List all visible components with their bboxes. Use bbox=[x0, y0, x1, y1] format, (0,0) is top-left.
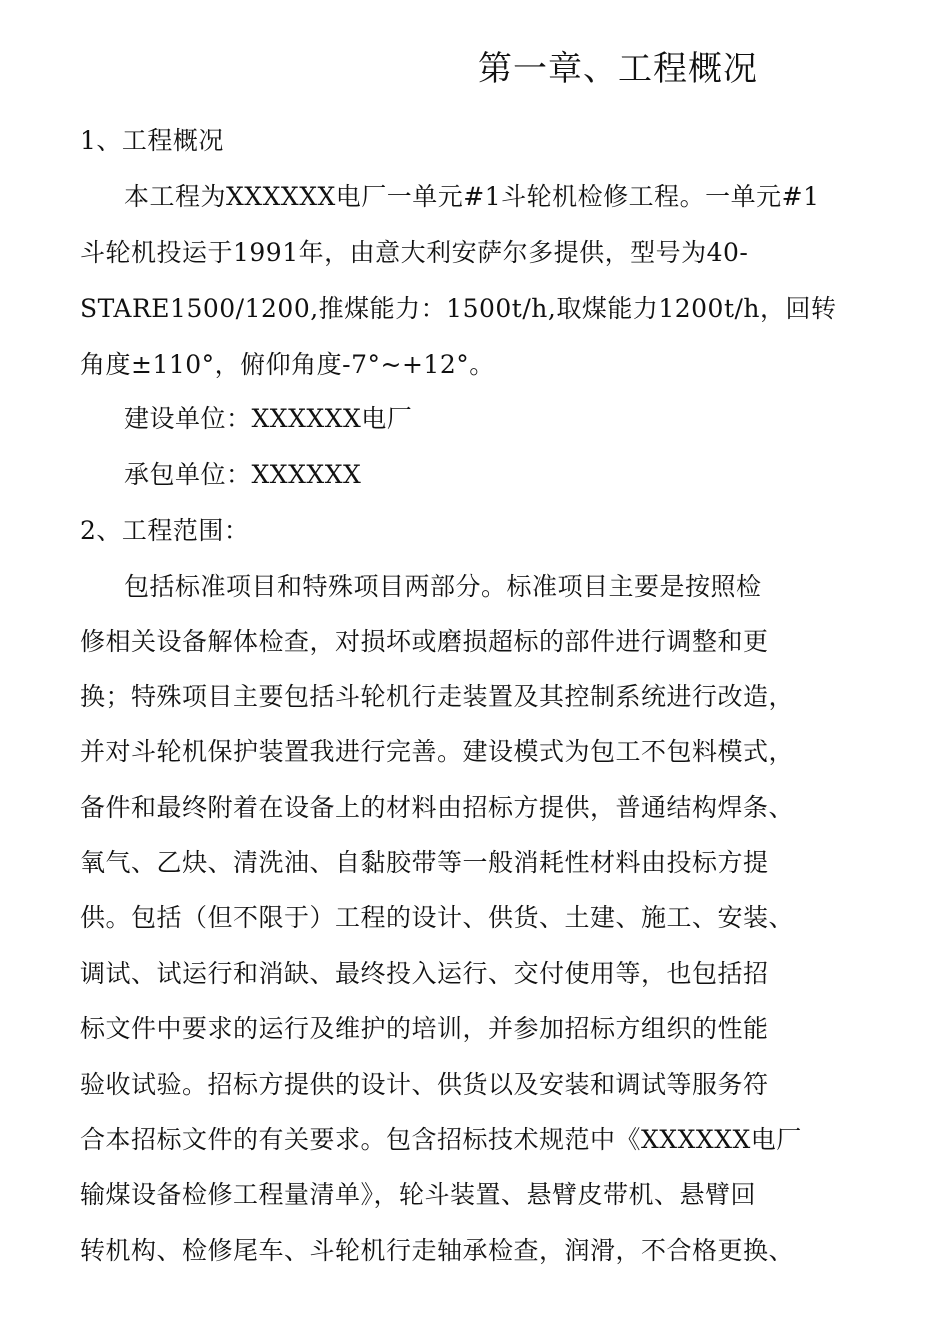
scope-line: 输煤设备检修工程量清单》，轮斗装置、悬臂皮带机、悬臂回 bbox=[80, 1180, 757, 1209]
section-heading-scope: 2、工程范围： bbox=[80, 516, 250, 545]
scope-line: 转机构、检修尾车、斗轮机行走轴承检查，润滑，不合格更换、 bbox=[80, 1236, 795, 1265]
scope-line: 调试、试运行和消缺、最终投入运行、交付使用等，也包括招 bbox=[80, 959, 769, 988]
scope-line: 包括标准项目和特殊项目两部分。标准项目主要是按照检 bbox=[124, 572, 762, 601]
scope-line: 并对斗轮机保护装置我进行完善。建设模式为包工不包料模式， bbox=[80, 737, 795, 766]
overview-line: 斗轮机投运于1991年，由意大利安萨尔多提供，型号为40- bbox=[80, 238, 749, 267]
scope-line: 合本招标文件的有关要求。包含招标技术规范中《XXXXXX电厂 bbox=[80, 1125, 802, 1154]
overview-line: 角度±110°，俯仰角度-7°~+12°。 bbox=[80, 350, 495, 379]
section-heading-overview: 1、工程概况 bbox=[80, 126, 224, 155]
scope-line: 验收试验。招标方提供的设计、供货以及安装和调试等服务符 bbox=[80, 1070, 769, 1099]
scope-line: 备件和最终附着在设备上的材料由招标方提供，普通结构焊条、 bbox=[80, 793, 795, 822]
builder-line: 建设单位：XXXXXX电厂 bbox=[124, 404, 413, 433]
scope-line: 换；特殊项目主要包括斗轮机行走装置及其控制系统进行改造， bbox=[80, 682, 795, 711]
overview-line: STARE1500/1200,推煤能力：1500t/h,取煤能力1200t/h，回转 bbox=[80, 294, 837, 323]
chapter-title: 第一章、工程概况 bbox=[478, 49, 758, 89]
overview-line: 本工程为XXXXXX电厂一单元#1斗轮机检修工程。一单元#1 bbox=[124, 182, 820, 211]
contractor-line: 承包单位：XXXXXX bbox=[124, 460, 362, 489]
scope-line: 标文件中要求的运行及维护的培训，并参加招标方组织的性能 bbox=[80, 1014, 769, 1043]
scope-line: 氧气、乙炔、清洗油、自黏胶带等一般消耗性材料由投标方提 bbox=[80, 848, 769, 877]
scope-line: 供。包括（但不限于）工程的设计、供货、土建、施工、安装、 bbox=[80, 903, 795, 932]
scope-line: 修相关设备解体检查，对损坏或磨损超标的部件进行调整和更 bbox=[80, 627, 769, 656]
